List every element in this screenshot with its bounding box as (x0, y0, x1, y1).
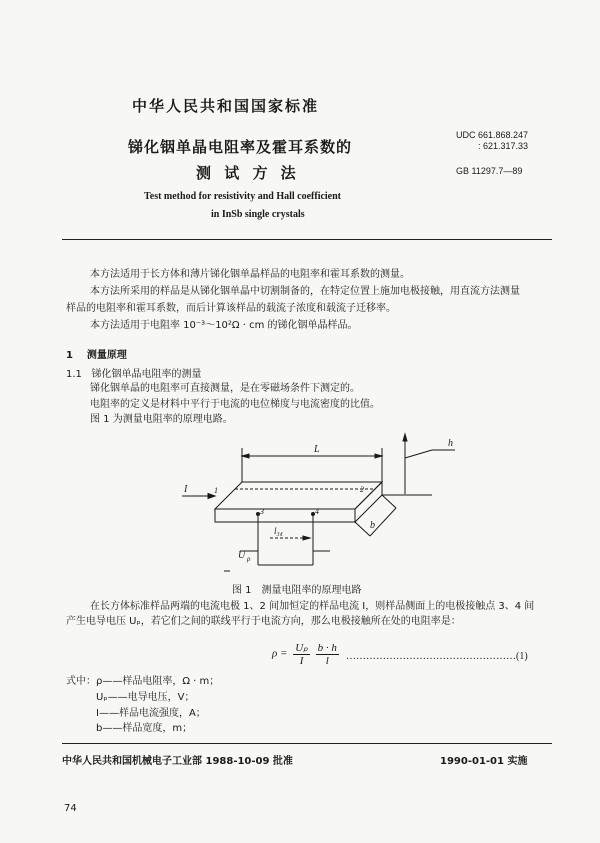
section-1-1-title: 锑化铟单晶电阻率的测量 (91, 369, 202, 380)
body-line-2: 产生电导电压 Uₚ，若它们之间的联线平行于电流方向，那么电极接触所在处的电阻率是： (66, 616, 461, 627)
figure-1-caption: 图 1 测量电阻率的原理电路 (232, 585, 362, 596)
label-l34: l₃₄ (274, 526, 283, 536)
intro-line-1: 本方法适用于长方体和薄片锑化铟单晶样品的电阻率和霍耳系数的测量。 (90, 269, 410, 280)
formula-den-1: I (299, 655, 304, 667)
implementation-date: 1990-01-01 实施 (440, 756, 528, 767)
section-1-1-number: 1.1 (66, 369, 82, 380)
section-1-1-line-3: 图 1 为测量电阻率的原理电路。 (90, 414, 233, 425)
sample-top-face (215, 482, 382, 509)
legend-up: Uₚ——电导电压，V； (96, 692, 195, 703)
section-1-1-line-1: 锑化铟单晶的电阻率可直接测量，是在零磁场条件下测定的。 (90, 383, 360, 394)
formula-1 (272, 641, 339, 667)
approval-note: 中华人民共和国机械电子工业部 1988-10-09 批准 (62, 756, 293, 767)
section-1-1-line-2: 电阻率的定义是材料中平行于电流的电位梯度与电流密度的比值。 (90, 399, 380, 410)
formula-number: ……………………………………………(1) (346, 651, 528, 662)
label-L: L (314, 444, 320, 455)
page-number: 74 (64, 803, 77, 814)
formula-lhs: ρ = (272, 647, 288, 660)
label-4: 4 (315, 507, 319, 516)
standard-name: 中华人民共和国国家标准 (132, 97, 320, 115)
label-1: 1 (214, 486, 218, 495)
section-1-number: 1 (66, 350, 73, 361)
english-title-line-1: Test method for resistivity and Hall coefficient (144, 191, 342, 202)
intro-line-4: 本方法适用于电阻率 10⁻³～10²Ω · cm 的锑化铟单晶样品。 (90, 320, 358, 331)
legend-i: I——样品电流强度，A； (96, 708, 206, 719)
title-line-1: 锑化铟单晶电阻率及霍耳系数的 (128, 138, 353, 156)
label-3: 3 (260, 507, 264, 516)
formula-den-2: l (325, 654, 329, 667)
legend-rho: 式中：ρ——样品电阻率，Ω · m； (66, 676, 220, 687)
body-line-1: 在长方体标准样品两端的电流电极 1、2 间加恒定的样品电流 I，则样品侧面上的电极接触点 3、4 间 (90, 601, 535, 612)
title-line-2: 测 试 方 法 (196, 164, 300, 182)
gb-number: GB 11297.7—89 (456, 166, 523, 176)
label-Up: U (238, 550, 246, 561)
udc-line-1: UDC 661.868.247 (456, 130, 529, 140)
section-1-heading (66, 346, 127, 361)
label-h: h (448, 438, 453, 449)
intro-line-2: 本方法所采用的样品是从锑化铟单晶中切割制备的，在特定位置上施加电极接触，用直流方法测量 (90, 286, 520, 297)
label-Up-sub: ρ (247, 555, 251, 563)
udc-line-2: : 621.317.33 (478, 141, 529, 151)
formula-num-1: Uₚ (295, 642, 308, 654)
header-rule (62, 239, 552, 240)
english-title-line-2: in InSb single crystals (211, 209, 305, 220)
intro-line-3: 样品的电阻率和霍耳系数，而后计算该样品的载流子浓度和载流子迁移率。 (66, 303, 396, 314)
label-2: 2 (360, 485, 364, 494)
formula-num-2: b · h (317, 641, 337, 654)
label-I: I (184, 484, 188, 495)
section-1-title: 测量原理 (86, 350, 127, 361)
figure-1-diagram (170, 428, 470, 576)
udc-code (456, 130, 528, 152)
label-b: b (370, 520, 375, 531)
legend-b: b——样品宽度，m； (96, 723, 193, 734)
section-1-1-heading (66, 368, 201, 382)
sample-front-face (215, 509, 355, 522)
footer-rule (62, 743, 552, 744)
